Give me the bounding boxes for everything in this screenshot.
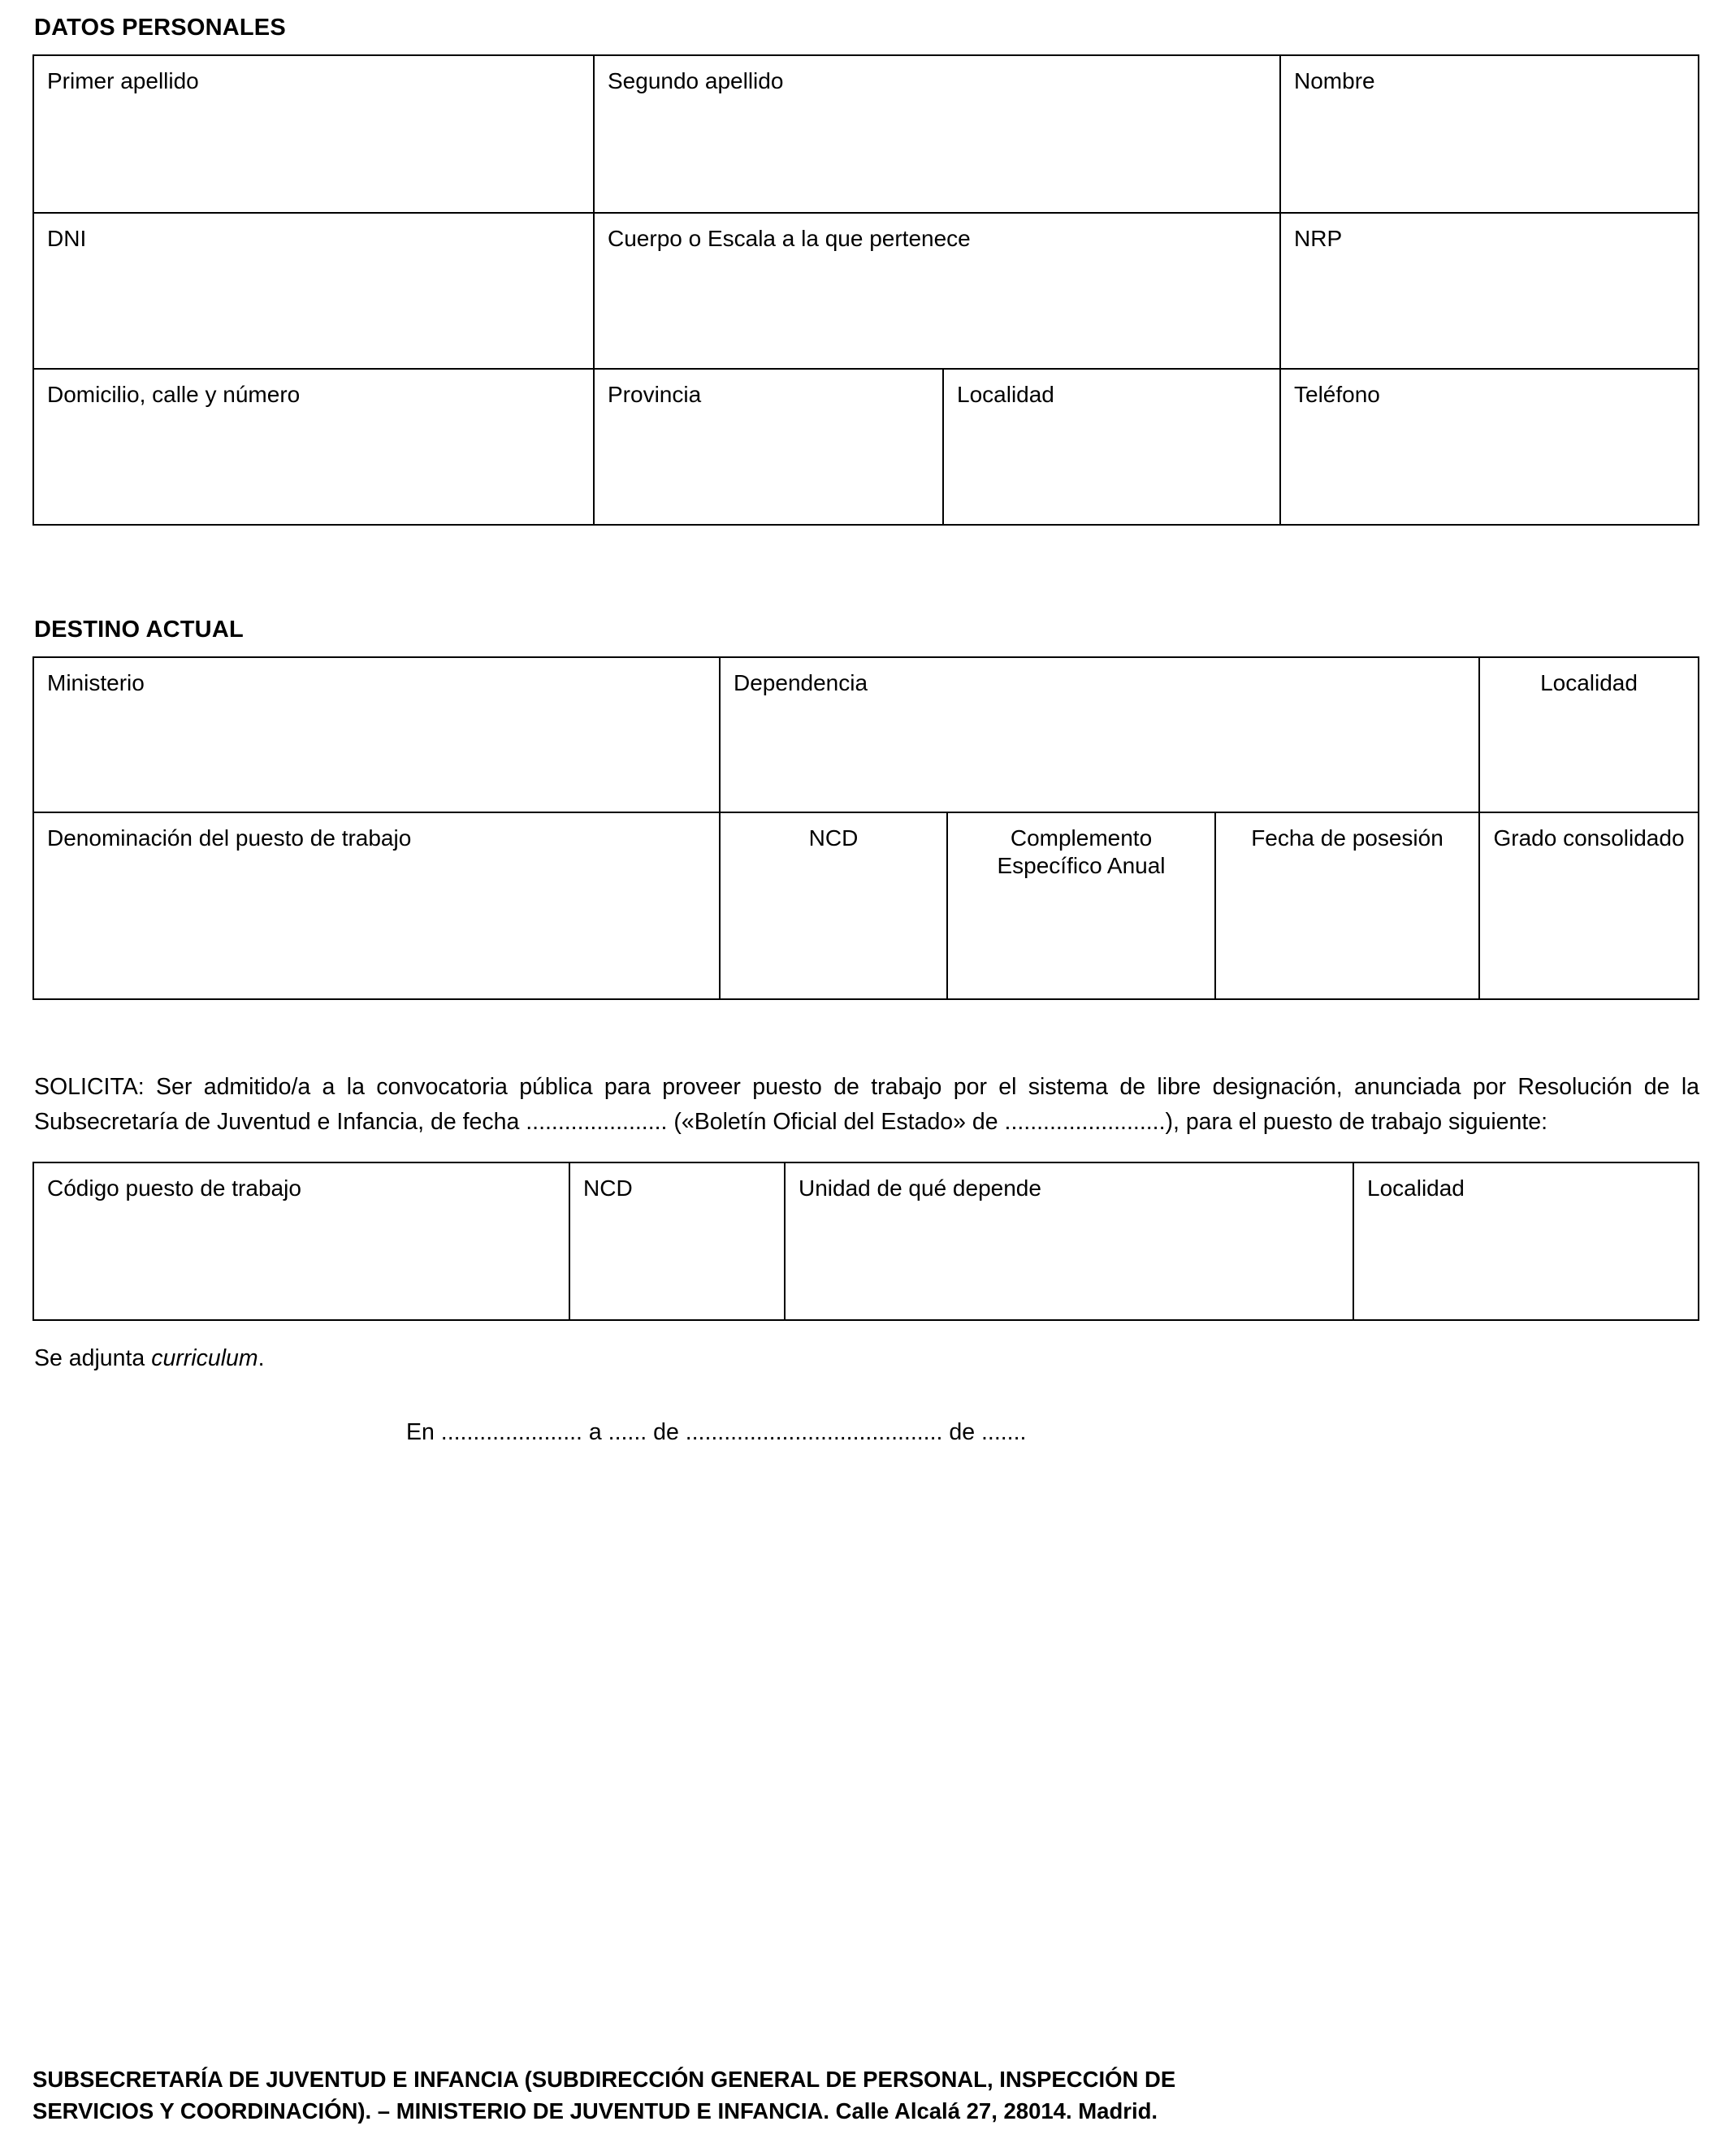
field-ncd-solicitado[interactable]: NCD	[569, 1162, 785, 1320]
field-ministerio[interactable]: Ministerio	[33, 657, 720, 812]
personal-data-table	[32, 54, 1699, 526]
field-nombre[interactable]: Nombre	[1280, 55, 1699, 213]
field-telefono[interactable]: Teléfono	[1280, 369, 1699, 525]
table-row	[33, 657, 1699, 812]
field-grado-consolidado[interactable]: Grado consolidado	[1479, 812, 1699, 999]
footer-line-2: SERVICIOS Y COORDINACIÓN). – MINISTERIO DE JUVENTUD E INFANCIA. Calle Alcalá 27, 28014. Madrid.	[32, 2098, 1158, 2124]
field-localidad-solicitada[interactable]: Localidad	[1353, 1162, 1699, 1320]
field-segundo-apellido[interactable]: Segundo apellido	[594, 55, 1280, 213]
field-codigo-puesto[interactable]: Código puesto de trabajo	[33, 1162, 569, 1320]
solicita-text-2: («Boletín Oficial del Estado» de	[667, 1109, 1005, 1136]
footer-address	[32, 2063, 1698, 2127]
field-dni[interactable]: DNI	[33, 213, 594, 369]
field-domicilio[interactable]: Domicilio, calle y número	[33, 369, 594, 525]
field-unidad-depende[interactable]: Unidad de qué depende	[785, 1162, 1353, 1320]
attachment-italic-word: curriculum	[151, 1344, 258, 1371]
field-primer-apellido[interactable]: Primer apellido	[33, 55, 594, 213]
field-complemento-especifico-anual[interactable]: Complemento Específico Anual	[947, 812, 1215, 999]
section-title-datos-personales: DATOS PERSONALES	[34, 15, 286, 41]
table-row	[33, 812, 1699, 999]
solicita-dots-boe[interactable]: .........................	[1004, 1109, 1166, 1136]
current-post-table	[32, 656, 1699, 1000]
field-localidad[interactable]: Localidad	[943, 369, 1280, 525]
spacer	[32, 1000, 1695, 1070]
table-row	[33, 213, 1699, 369]
field-fecha-posesion[interactable]: Fecha de posesión	[1215, 812, 1479, 999]
field-dependencia[interactable]: Dependencia	[720, 657, 1479, 812]
field-ncd-destino[interactable]: NCD	[720, 812, 947, 999]
attachment-note	[34, 1345, 1695, 1372]
solicita-text-3: ), para el puesto de trabajo siguiente:	[1165, 1109, 1548, 1136]
field-denominacion-puesto[interactable]: Denominación del puesto de trabajo	[33, 812, 720, 999]
table-row	[33, 369, 1699, 525]
spacer	[32, 526, 1695, 617]
solicita-dots-fecha[interactable]: ......................	[526, 1109, 668, 1136]
field-nrp[interactable]: NRP	[1280, 213, 1699, 369]
attachment-prefix: Se adjunta	[34, 1344, 152, 1371]
place-and-date-line[interactable]: En ...................... a ...... de ........................................ de .......	[406, 1418, 1027, 1445]
footer-line-1: SUBSECRETARÍA DE JUVENTUD E INFANCIA (SUBDIRECCIÓN GENERAL DE PERSONAL, INSPECCIÓN DE	[32, 2066, 1176, 2092]
solicita-paragraph	[34, 1070, 1699, 1141]
section-title-destino-actual: DESTINO ACTUAL	[34, 617, 244, 643]
attachment-suffix: .	[258, 1344, 265, 1371]
table-row	[33, 1162, 1699, 1320]
requested-post-table	[32, 1162, 1699, 1321]
table-row	[33, 55, 1699, 213]
solicita-text-1: SOLICITA: Ser admitido/a a la convocatoria pública para proveer puesto de trabajo por el sistema de libre designación, anunciada por Resolución de la Subsecretaría de Juventud e Infancia, de fecha	[34, 1074, 1699, 1136]
field-provincia[interactable]: Provincia	[594, 369, 943, 525]
field-localidad-destino[interactable]: Localidad	[1479, 657, 1699, 812]
field-cuerpo-escala[interactable]: Cuerpo o Escala a la que pertenece	[594, 213, 1280, 369]
